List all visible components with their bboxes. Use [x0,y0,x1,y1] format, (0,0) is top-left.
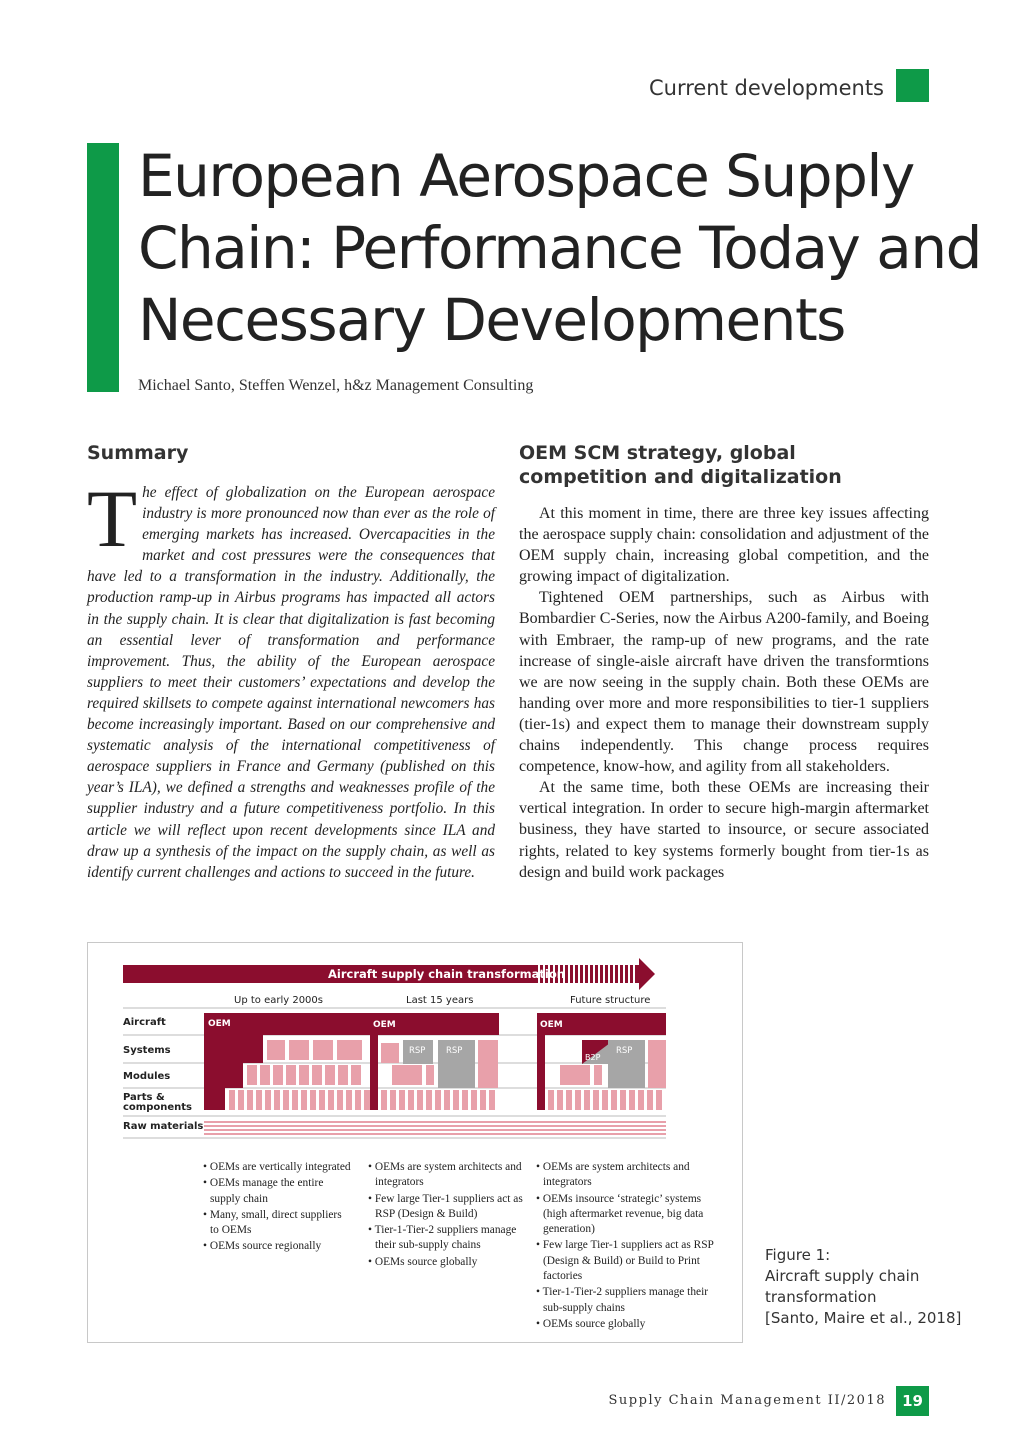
bullet-item: • OEMs source globally [368,1255,478,1268]
era1-bullets [203,1160,353,1256]
level-label: Aircraft [123,1017,166,1028]
rsp-label: RSP [616,1046,633,1056]
title-accent-bar [87,143,119,392]
summary-heading: Summary [87,442,189,464]
era3-structure [537,1013,666,1110]
summary-text: he effect of globalization on the European aerospace industry is more pronounced now than ever as the role of emerging markets has increased. Overcapacities in the market and cost pressures were the consequences that have led to a transformation in the industry. Additionally, the production ramp-up in Airbus programs has impacted all actors in the supply chain. It is clear that digitalization is fast becoming an essential lever of transformation and performance improvement. Thus, the ability of the European aerospace suppliers to meet their customers’ expectations and develop the required skillsets to compete against international newcomers has become increasingly important. Based on our comprehensive and systematic analysis of the international competitiveness of aerospace suppliers in France and Germany (published on this year’s ILA), we defined a strengths and weaknesses profile of the supplier industry and a future competitiveness portfolio. In this article we will reflect upon recent developments since ILA and draw up a synthesis of the impact on the supply chain, as well as identify current challenges and actions to succeed in the future. [87,484,495,881]
rsp-label: RSP [446,1046,463,1056]
section-marker [896,69,929,102]
bullet-item: • OEMs are system architects and integrators [536,1161,690,1189]
article-title: European Aerospace Supply Chain: Performance Today and Necessary Developments [138,142,981,354]
oem-label: OEM [373,1020,396,1030]
banner-arrow-head [639,958,655,990]
bullet-item: • Tier-1-Tier-2 suppliers manage their sub-supply chains [536,1286,709,1314]
caption-source: [Santo, Maire et al., 2018] [765,1309,962,1327]
level-label: Modules [123,1071,171,1082]
era2-bullets [368,1160,528,1271]
era-label: Up to early 2000s [234,995,323,1006]
bullet-item: • OEMs are system architects and integrators [368,1161,522,1189]
page-number: 19 [896,1386,929,1416]
paragraph: At this moment in time, there are three key issues affecting the aerospace supply chain: consolidation and adjustment of the OEM supply chain, increasing global competition, and the growing impact of digitalization. [519,505,929,586]
drop-cap: T [87,473,138,564]
caption-title: Aircraft supply chain transformation [765,1267,920,1306]
bullet-item: • OEMs manage the entire supply chain [203,1177,324,1205]
era-label: Future structure [570,995,651,1006]
banner-title: Aircraft supply chain transformation [328,967,565,981]
bullet-item: • Few large Tier-1 suppliers act as RSP (Design & Build) or Build to Print factories [536,1239,714,1283]
b2p-label: B2P [585,1053,601,1062]
level-label: Parts & [123,1092,165,1103]
bullet-item: • OEMs source regionally [203,1240,322,1253]
bullet-item: • Many, small, direct suppliers to OEMs [203,1208,342,1237]
bullet-item: • OEMs insource ‘strategic’ systems (high aftermarket revenue, big data generation) [536,1192,704,1236]
oem-label: OEM [208,1019,231,1029]
bullet-item: • Few large Tier-1 suppliers act as RSP (Design & Build) [368,1192,523,1220]
journal-footer: Supply Chain Management II/2018 [608,1393,886,1408]
level-label: components [123,1102,192,1113]
level-label: Systems [123,1045,171,1056]
article-authors: Michael Santo, Steffen Wenzel, h&z Management Consulting [138,377,534,394]
raw-materials-bars [204,1121,666,1135]
rsp-label: RSP [409,1046,426,1056]
figure-caption [765,1245,965,1329]
era-label: Last 15 years [406,995,474,1006]
paragraph: Tightened OEM partnerships, such as Airbus with Bombardier C-Series, now the Airbus A200-family, and Boeing with Embraer, the ramp-up of new programs, and the rate increase of single-aisle aircraft have driven the transformtions we are now seeing in the supply chain. Both these OEMs are handing over more and more responsibilities to tier-1 suppliers (tier-1s) and expect them to manage their downstream supply chains independently. This change process requires competence, know-how, and agility from all stakeholders. [519,589,929,776]
era3-bullets [536,1160,716,1333]
bullet-item: • OEMs source globally [536,1317,646,1330]
era2-structure [366,1013,499,1110]
oem-label: OEM [540,1020,563,1030]
summary-abstract [87,473,495,883]
section-label: Current developments [648,76,884,100]
level-label: Raw materials [123,1121,204,1132]
paragraph: At the same time, both these OEMs are increasing their vertical integration. In order to secure high-margin aftermarket business, they have started to insource, or secure associated rights, related to key systems formerly bought from tier-1s as design and build work packages [519,779,929,881]
section-body [519,503,929,883]
bullet-item: • OEMs are vertically integrated [203,1161,351,1173]
section-heading: OEM SCM strategy, global competition and digitalization [519,442,842,488]
era1-structure [204,1013,371,1110]
caption-label: Figure 1: [765,1246,831,1264]
bullet-item: • Tier-1-Tier-2 suppliers manage their sub-supply chains [368,1224,517,1252]
